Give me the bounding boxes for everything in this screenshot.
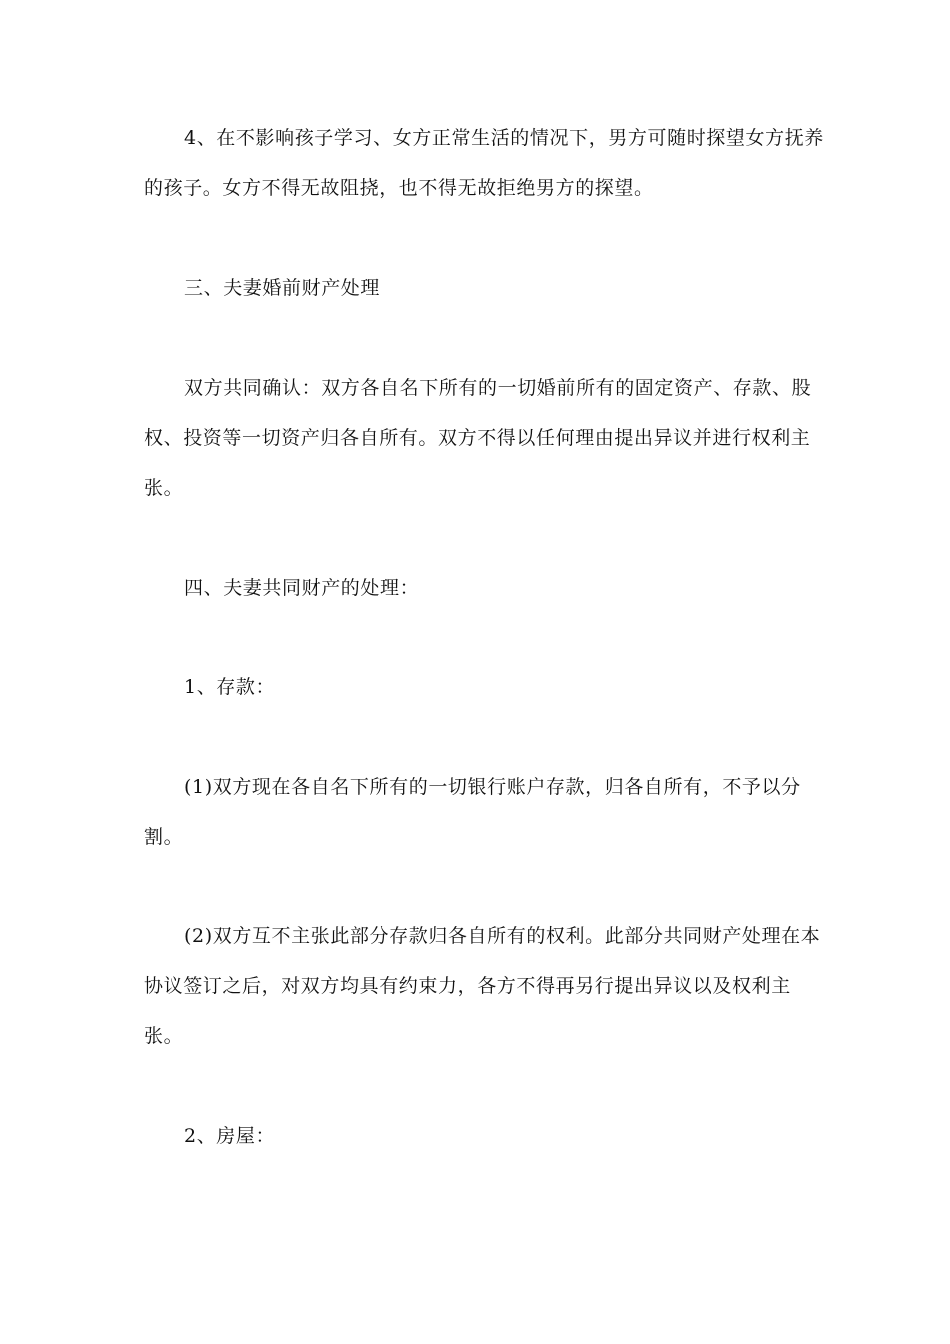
section-heading-joint-property: 四、夫妻共同财产的处理： [184,577,420,599]
paragraph-visitation-rights: 4、在不影响孩子学习、女方正常生活的情况下，男方可随时探望女方抚养的孩子。女方不得无故阻挠，也不得无故拒绝男方的探望。 [144,127,824,199]
paragraph-deposits-2: (2)双方互不主张此部分存款归各自所有的权利。此部分共同财产处理在本协议签订之后，对双方均具有约束力，各方不得再另行提出异议以及权利主张。 [144,925,821,1047]
paragraph-premarital-property: 双方共同确认：双方各自名下所有的一切婚前所有的固定资产、存款、股权、投资等一切资产归各自所有。双方不得以任何理由提出异议并进行权利主张。 [144,377,812,499]
item-heading-housing: 2、房屋： [184,1125,276,1147]
section-heading-premarital-property: 三、夫妻婚前财产处理 [184,277,381,299]
paragraph-deposits-1: (1)双方现在各自名下所有的一切银行账户存款，归各自所有，不予以分割。 [144,776,801,848]
item-heading-deposits: 1、存款： [184,676,276,698]
